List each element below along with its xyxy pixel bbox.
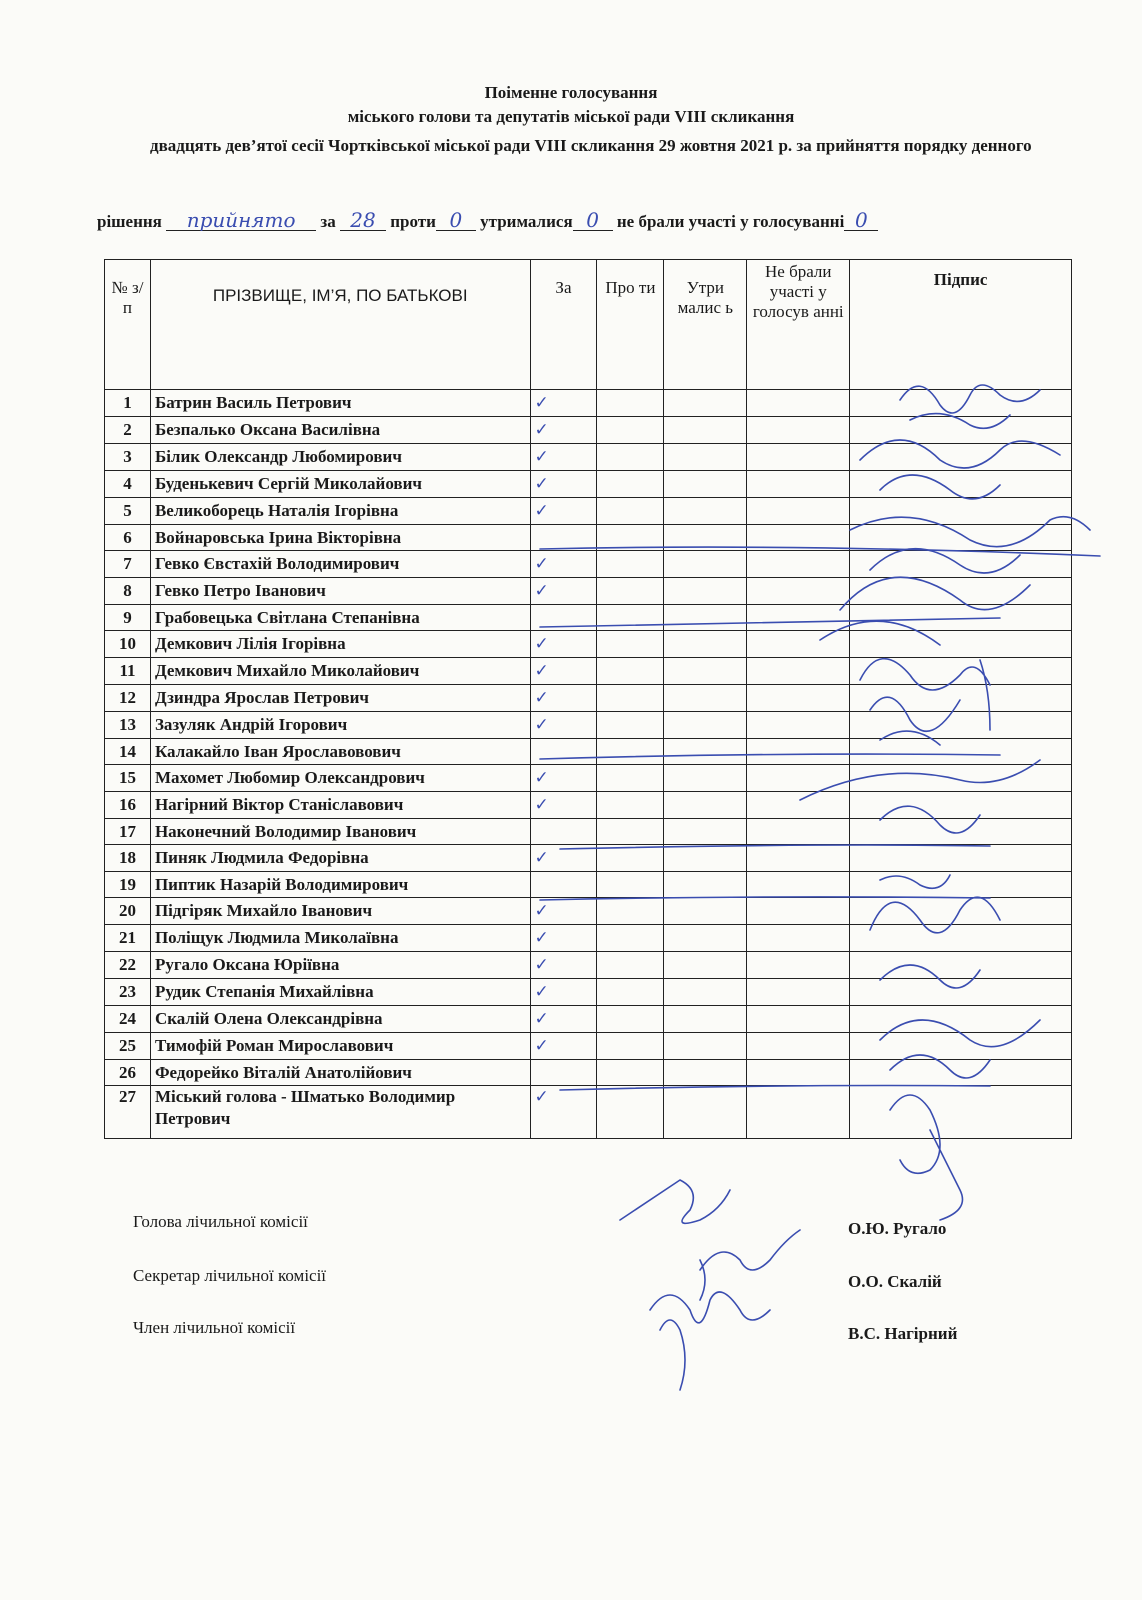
vote-not-voted-cell — [747, 819, 850, 845]
abstained-label: утрималися — [480, 212, 573, 231]
vote-against-cell — [597, 578, 664, 605]
vote-against-cell — [597, 1060, 664, 1086]
vote-for-cell — [530, 765, 597, 792]
vote-abstained-cell — [664, 925, 747, 952]
for-count: 28 — [340, 210, 386, 231]
member-name: Тимофій Роман Мирославович — [150, 1033, 530, 1060]
table-row — [105, 390, 1072, 417]
table-row — [105, 551, 1072, 578]
member-name: Білик Олександр Любомирович — [150, 444, 530, 471]
row-number: 13 — [105, 712, 151, 739]
vote-abstained-cell — [664, 872, 747, 898]
table-row — [105, 925, 1072, 952]
vote-against-cell — [597, 444, 664, 471]
table-row — [105, 578, 1072, 605]
signature-cell — [850, 444, 1072, 471]
against-label: проти — [390, 212, 436, 231]
vote-not-voted-cell — [747, 952, 850, 979]
signature-cell — [850, 1006, 1072, 1033]
vote-against-cell — [597, 792, 664, 819]
signature-cell — [850, 658, 1072, 685]
check-mark-icon: ✓ — [534, 474, 549, 494]
member-name: Пиняк Людмила Федорівна — [150, 845, 530, 872]
signature-cell — [850, 1060, 1072, 1086]
vote-against-cell — [597, 872, 664, 898]
row-number: 16 — [105, 792, 151, 819]
check-mark-icon: ✓ — [534, 901, 549, 921]
table-row — [105, 979, 1072, 1006]
row-number: 1 — [105, 390, 151, 417]
vote-for-cell — [530, 1060, 597, 1086]
against-count: 0 — [436, 210, 476, 231]
vote-against-cell — [597, 605, 664, 631]
table-row — [105, 872, 1072, 898]
member-name: Федорейко Віталій Анатолійович — [150, 1060, 530, 1086]
table-row — [105, 898, 1072, 925]
check-mark-icon: ✓ — [534, 554, 549, 574]
decision-label: рішення — [97, 212, 162, 231]
vote-not-voted-cell — [747, 765, 850, 792]
vote-against-cell — [597, 952, 664, 979]
commission-head-name: О.Ю. Ругало — [848, 1219, 947, 1238]
table-row — [105, 712, 1072, 739]
member-name: Войнаровська Ірина Вікторівна — [150, 525, 530, 551]
vote-for-cell — [530, 898, 597, 925]
col-header-signature: Підпис — [850, 260, 1072, 390]
signature-cell — [850, 1033, 1072, 1060]
commission-secretary-role: Секретар лічильної комісії — [133, 1266, 327, 1285]
vote-for-cell — [530, 685, 597, 712]
signature-cell — [850, 551, 1072, 578]
row-number: 11 — [105, 658, 151, 685]
signature-cell — [850, 631, 1072, 658]
signature-cell — [850, 898, 1072, 925]
col-header-not-voted: Не брали участі у голосув анні — [747, 260, 850, 390]
vote-for-cell — [530, 845, 597, 872]
check-mark-icon: ✓ — [534, 982, 549, 1002]
row-number: 10 — [105, 631, 151, 658]
vote-abstained-cell — [664, 952, 747, 979]
vote-not-voted-cell — [747, 658, 850, 685]
decision-value: прийнято — [166, 210, 316, 231]
vote-for-cell — [530, 390, 597, 417]
member-name: Батрин Василь Петрович — [150, 390, 530, 417]
row-number: 6 — [105, 525, 151, 551]
not-voted-count: 0 — [844, 210, 878, 231]
vote-abstained-cell — [664, 979, 747, 1006]
not-voted-label: не брали участі у голосуванні — [616, 212, 845, 231]
vote-for-cell — [530, 631, 597, 658]
vote-not-voted-cell — [747, 1086, 850, 1139]
vote-against-cell — [597, 1086, 664, 1139]
signature-cell — [850, 525, 1072, 551]
row-number: 15 — [105, 765, 151, 792]
voting-table — [104, 259, 1072, 1139]
vote-not-voted-cell — [747, 417, 850, 444]
vote-against-cell — [597, 712, 664, 739]
vote-not-voted-cell — [747, 1006, 850, 1033]
vote-not-voted-cell — [747, 898, 850, 925]
check-mark-icon: ✓ — [534, 661, 549, 681]
vote-abstained-cell — [664, 845, 747, 872]
row-number: 8 — [105, 578, 151, 605]
member-name: Буденькевич Сергій Миколайович — [150, 471, 530, 498]
vote-abstained-cell — [664, 444, 747, 471]
vote-against-cell — [597, 685, 664, 712]
table-row — [105, 952, 1072, 979]
vote-abstained-cell — [664, 898, 747, 925]
vote-against-cell — [597, 525, 664, 551]
vote-abstained-cell — [664, 471, 747, 498]
vote-not-voted-cell — [747, 605, 850, 631]
vote-abstained-cell — [664, 792, 747, 819]
table-row — [105, 792, 1072, 819]
table-row — [105, 658, 1072, 685]
table-row — [105, 525, 1072, 551]
check-mark-icon: ✓ — [534, 955, 549, 975]
vote-against-cell — [597, 390, 664, 417]
row-number: 19 — [105, 872, 151, 898]
row-number: 23 — [105, 979, 151, 1006]
commission-secretary-name: О.О. Скалій — [848, 1272, 942, 1291]
vote-abstained-cell — [664, 712, 747, 739]
check-mark-icon: ✓ — [534, 1087, 549, 1107]
row-number: 3 — [105, 444, 151, 471]
for-label: за — [320, 212, 336, 231]
vote-against-cell — [597, 1033, 664, 1060]
member-name: Демкович Лілія Ігорівна — [150, 631, 530, 658]
row-number: 5 — [105, 498, 151, 525]
row-number: 21 — [105, 925, 151, 952]
member-name: Калакайло Іван Ярославовович — [150, 739, 530, 765]
table-row — [105, 444, 1072, 471]
vote-not-voted-cell — [747, 685, 850, 712]
member-name: Ругало Оксана Юріївна — [150, 952, 530, 979]
check-mark-icon: ✓ — [534, 501, 549, 521]
row-number: 12 — [105, 685, 151, 712]
vote-abstained-cell — [664, 1006, 747, 1033]
vote-for-cell — [530, 1006, 597, 1033]
signature-cell — [850, 925, 1072, 952]
signature-cell — [850, 417, 1072, 444]
vote-for-cell — [530, 712, 597, 739]
col-header-abstained: Утри малис ь — [664, 260, 747, 390]
document-subtitle: міського голови та депутатів міської ради VIII скликання — [347, 107, 795, 126]
vote-for-cell — [530, 1086, 597, 1139]
vote-for-cell — [530, 979, 597, 1006]
check-mark-icon: ✓ — [534, 447, 549, 467]
vote-abstained-cell — [664, 578, 747, 605]
signature-cell — [850, 739, 1072, 765]
signature-cell — [850, 819, 1072, 845]
table-row — [105, 631, 1072, 658]
check-mark-icon: ✓ — [534, 581, 549, 601]
vote-abstained-cell — [664, 551, 747, 578]
vote-against-cell — [597, 898, 664, 925]
session-description: двадцять дев’ятої сесії Чортківської міської ради VIII скликання 29 жовтня 2021 р. за прийняття порядку денного — [150, 136, 1032, 155]
member-name: Зазуляк Андрій Ігорович — [150, 712, 530, 739]
vote-not-voted-cell — [747, 979, 850, 1006]
vote-for-cell — [530, 792, 597, 819]
signature-cell — [850, 979, 1072, 1006]
col-header-num: № з/п — [105, 260, 151, 390]
table-row — [105, 1060, 1072, 1086]
vote-against-cell — [597, 979, 664, 1006]
vote-for-cell — [530, 819, 597, 845]
member-name: Рудик Степанія Михайлівна — [150, 979, 530, 1006]
signature-cell — [850, 471, 1072, 498]
vote-against-cell — [597, 819, 664, 845]
vote-abstained-cell — [664, 605, 747, 631]
table-row — [105, 1033, 1072, 1060]
table-row — [105, 498, 1072, 525]
signature-cell — [850, 498, 1072, 525]
signature-cell — [850, 578, 1072, 605]
member-name: Демкович Михайло Миколайович — [150, 658, 530, 685]
check-mark-icon: ✓ — [534, 393, 549, 413]
row-number: 18 — [105, 845, 151, 872]
row-number: 2 — [105, 417, 151, 444]
vote-against-cell — [597, 845, 664, 872]
vote-not-voted-cell — [747, 444, 850, 471]
vote-against-cell — [597, 925, 664, 952]
signature-cell — [850, 872, 1072, 898]
vote-abstained-cell — [664, 1033, 747, 1060]
row-number: 22 — [105, 952, 151, 979]
vote-against-cell — [597, 765, 664, 792]
vote-not-voted-cell — [747, 872, 850, 898]
vote-abstained-cell — [664, 739, 747, 765]
table-row — [105, 845, 1072, 872]
signature-cell — [850, 952, 1072, 979]
vote-against-cell — [597, 471, 664, 498]
table-row — [105, 685, 1072, 712]
table-row — [105, 417, 1072, 444]
check-mark-icon: ✓ — [534, 928, 549, 948]
vote-for-cell — [530, 578, 597, 605]
signature-cell — [850, 605, 1072, 631]
vote-abstained-cell — [664, 498, 747, 525]
check-mark-icon: ✓ — [534, 795, 549, 815]
vote-for-cell — [530, 444, 597, 471]
commission-member-name: В.С. Нагірний — [848, 1324, 958, 1343]
row-number: 9 — [105, 605, 151, 631]
vote-for-cell — [530, 952, 597, 979]
row-number: 4 — [105, 471, 151, 498]
member-name: Наконечний Володимир Іванович — [150, 819, 530, 845]
vote-not-voted-cell — [747, 712, 850, 739]
vote-abstained-cell — [664, 1086, 747, 1139]
row-number: 14 — [105, 739, 151, 765]
commission-signature-2 — [700, 1230, 800, 1300]
vote-for-cell — [530, 551, 597, 578]
vote-not-voted-cell — [747, 498, 850, 525]
vote-for-cell — [530, 872, 597, 898]
vote-abstained-cell — [664, 1060, 747, 1086]
vote-abstained-cell — [664, 658, 747, 685]
decision-line — [97, 210, 1077, 232]
member-name: Нагірний Віктор Станіславович — [150, 792, 530, 819]
vote-abstained-cell — [664, 390, 747, 417]
member-name: Дзиндра Ярослав Петрович — [150, 685, 530, 712]
vote-not-voted-cell — [747, 845, 850, 872]
vote-abstained-cell — [664, 685, 747, 712]
signature-cell — [850, 765, 1072, 792]
vote-for-cell — [530, 417, 597, 444]
row-number: 20 — [105, 898, 151, 925]
member-name: Підгіряк Михайло Іванович — [150, 898, 530, 925]
vote-for-cell — [530, 1033, 597, 1060]
table-row — [105, 1006, 1072, 1033]
member-name: Поліщук Людмила Миколаївна — [150, 925, 530, 952]
vote-abstained-cell — [664, 819, 747, 845]
member-name: Грабовецька Світлана Степанівна — [150, 605, 530, 631]
vote-against-cell — [597, 498, 664, 525]
vote-abstained-cell — [664, 765, 747, 792]
vote-not-voted-cell — [747, 1033, 850, 1060]
document-title: Поіменне голосування — [484, 83, 658, 102]
table-row — [105, 471, 1072, 498]
vote-for-cell — [530, 525, 597, 551]
commission-head-role: Голова лічильної комісії — [133, 1212, 308, 1231]
signature-cell — [850, 712, 1072, 739]
vote-abstained-cell — [664, 525, 747, 551]
commission-member-role: Член лічильної комісії — [133, 1318, 296, 1337]
row-number: 27 — [105, 1086, 151, 1139]
check-mark-icon: ✓ — [534, 688, 549, 708]
col-header-for: За — [530, 260, 597, 390]
vote-abstained-cell — [664, 417, 747, 444]
vote-against-cell — [597, 631, 664, 658]
member-name: Великоборець Наталія Ігорівна — [150, 498, 530, 525]
check-mark-icon: ✓ — [534, 848, 549, 868]
row-number: 26 — [105, 1060, 151, 1086]
vote-not-voted-cell — [747, 792, 850, 819]
row-number: 25 — [105, 1033, 151, 1060]
vote-not-voted-cell — [747, 925, 850, 952]
signature-cell — [850, 792, 1072, 819]
commission-signature-3 — [650, 1292, 770, 1390]
check-mark-icon: ✓ — [534, 715, 549, 735]
signature-cell — [850, 685, 1072, 712]
vote-for-cell — [530, 925, 597, 952]
vote-not-voted-cell — [747, 390, 850, 417]
vote-against-cell — [597, 417, 664, 444]
signature-cell — [850, 845, 1072, 872]
vote-for-cell — [530, 739, 597, 765]
table-row — [105, 605, 1072, 631]
abstained-count: 0 — [573, 210, 613, 231]
table-row — [105, 765, 1072, 792]
check-mark-icon: ✓ — [534, 1009, 549, 1029]
member-name: Гевко Петро Іванович — [150, 578, 530, 605]
row-number: 17 — [105, 819, 151, 845]
vote-for-cell — [530, 658, 597, 685]
signature-cell — [850, 390, 1072, 417]
table-row — [105, 1086, 1072, 1139]
vote-for-cell — [530, 498, 597, 525]
table-row — [105, 819, 1072, 845]
signature-cell — [850, 1086, 1072, 1139]
vote-for-cell — [530, 605, 597, 631]
member-name: Гевко Євстахій Володимирович — [150, 551, 530, 578]
vote-for-cell — [530, 471, 597, 498]
commission-signature-1 — [620, 1180, 730, 1223]
vote-not-voted-cell — [747, 471, 850, 498]
vote-not-voted-cell — [747, 739, 850, 765]
vote-not-voted-cell — [747, 525, 850, 551]
vote-against-cell — [597, 551, 664, 578]
table-row — [105, 739, 1072, 765]
col-header-name: ПРІЗВИЩЕ, ІМ’Я, ПО БАТЬКОВІ — [150, 260, 530, 390]
vote-not-voted-cell — [747, 1060, 850, 1086]
member-name: Пиптик Назарій Володимирович — [150, 872, 530, 898]
check-mark-icon: ✓ — [534, 768, 549, 788]
row-number: 7 — [105, 551, 151, 578]
member-name: Безпалько Оксана Василівна — [150, 417, 530, 444]
check-mark-icon: ✓ — [534, 420, 549, 440]
member-name: Скалій Олена Олександрівна — [150, 1006, 530, 1033]
member-name: Махомет Любомир Олександрович — [150, 765, 530, 792]
col-header-against: Про ти — [597, 260, 664, 390]
member-name: Міський голова - Шматько Володимир Петрович — [150, 1086, 530, 1139]
vote-not-voted-cell — [747, 631, 850, 658]
check-mark-icon: ✓ — [534, 634, 549, 654]
vote-against-cell — [597, 658, 664, 685]
vote-against-cell — [597, 1006, 664, 1033]
check-mark-icon: ✓ — [534, 1036, 549, 1056]
vote-abstained-cell — [664, 631, 747, 658]
vote-against-cell — [597, 739, 664, 765]
row-number: 24 — [105, 1006, 151, 1033]
vote-not-voted-cell — [747, 578, 850, 605]
vote-not-voted-cell — [747, 551, 850, 578]
